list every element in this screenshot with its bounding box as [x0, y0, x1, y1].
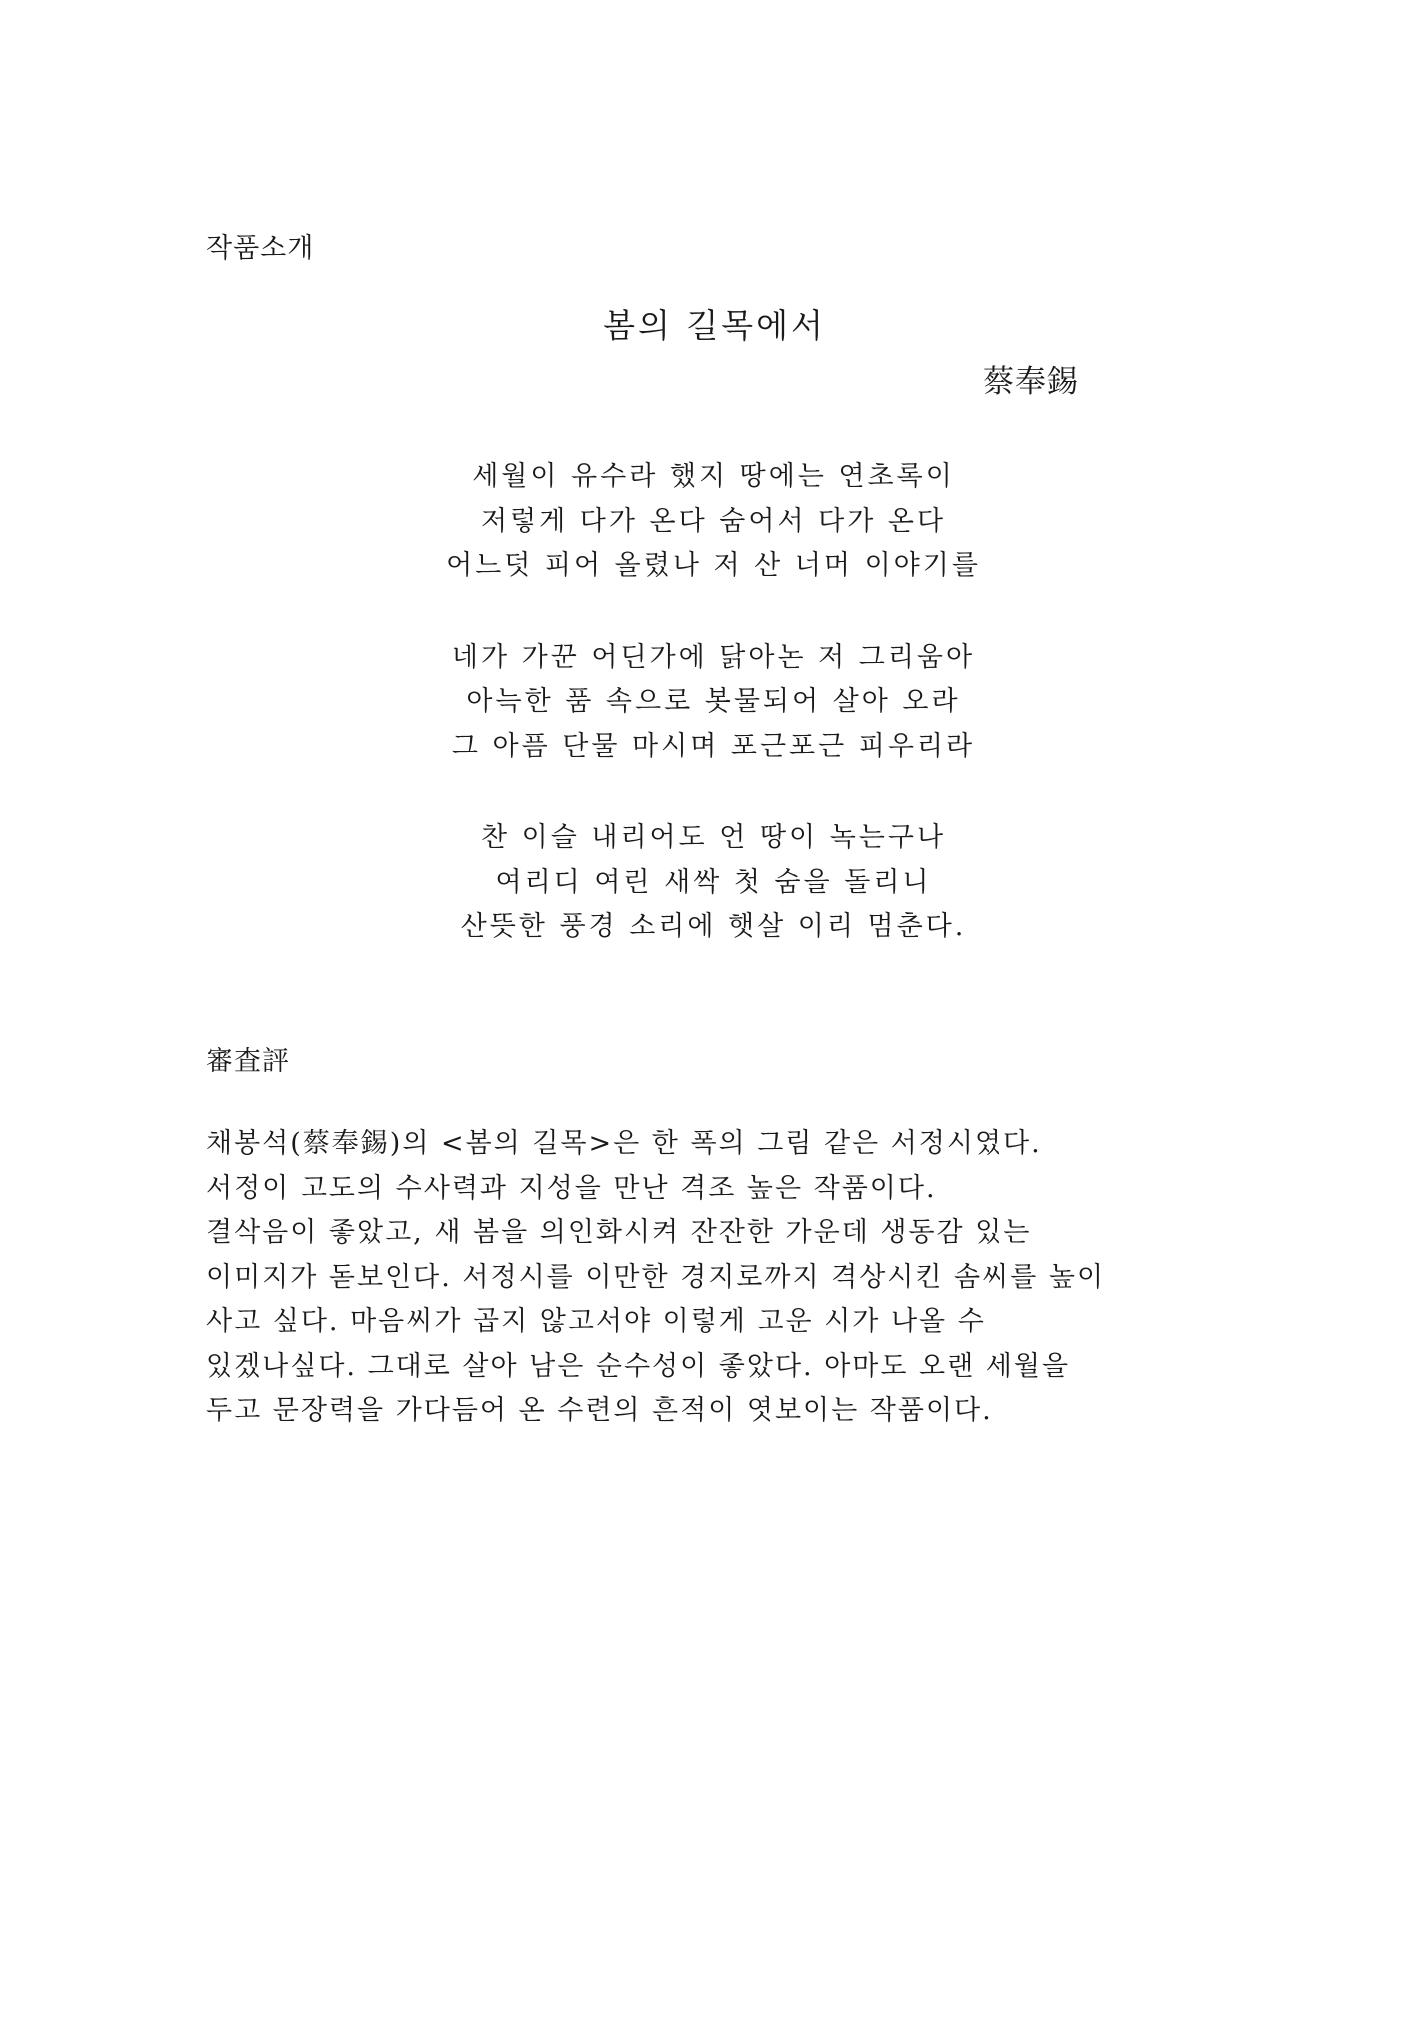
review-paragraph	[206, 1122, 1256, 1434]
poem-line: 저렇게 다가 온다 숨어서 다가 온다	[480, 505, 947, 537]
poem-stanza-3	[0, 816, 1427, 950]
intro-section-label: 작품소개	[206, 233, 315, 264]
poem-line: 네가 가꾼 어딘가에 닭아논 저 그리움아	[451, 641, 976, 673]
poem-stanza-1	[0, 455, 1427, 589]
review-section-label: 審査評	[206, 1046, 290, 1077]
review-line: 결삭음이 좋았고, 새 봄을 의인화시켜 잔잔한 가운데 생동감 있는	[206, 1217, 1032, 1248]
poem-author: 蔡奉錫	[983, 364, 1079, 400]
review-line: 두고 문장력을 가다듬어 온 수련의 흔적이 엿보이는 작품이다.	[206, 1395, 993, 1426]
poem-line: 그 아픔 단물 마시며 포근포근 피우리라	[451, 730, 976, 762]
review-line: 사고 싶다. 마음씨가 곱지 않고서야 이렇게 고운 시가 나올 수	[206, 1306, 986, 1337]
poem-stanza-2	[0, 636, 1427, 770]
poem-title: 봄의 길목에서	[603, 306, 826, 345]
review-line: 있겠나싶다. 그대로 살아 남은 순수성이 좋았다. 아마도 오랜 세월을	[206, 1350, 1071, 1382]
poem-line: 세월이 유수라 했지 땅에는 연초록이	[472, 461, 955, 492]
review-line: 서정이 고도의 수사력과 지성을 만난 격조 높은 작품이다.	[206, 1172, 937, 1204]
poem-line: 아늑한 품 속으로 봇물되어 살아 오라	[466, 686, 961, 717]
poem-line: 여리디 여린 새싹 첫 숨을 돌리니	[495, 866, 932, 898]
poem-body	[0, 455, 1427, 997]
review-line: 채봉석(蔡奉錫)의 <봄의 길목>은 한 폭의 그림 같은 서정시였다.	[206, 1128, 1042, 1159]
review-line: 이미지가 돋보인다. 서정시를 이만한 경지로까지 격상시킨 솜씨를 높이	[206, 1261, 1106, 1293]
poem-line: 어느덧 피어 올렸나 저 산 너머 이야기를	[446, 550, 981, 581]
poem-line: 찬 이슬 내리어도 언 땅이 녹는구나	[480, 822, 947, 853]
poem-line: 산뜻한 풍경 소리에 햇살 이리 멈춘다.	[460, 911, 967, 942]
